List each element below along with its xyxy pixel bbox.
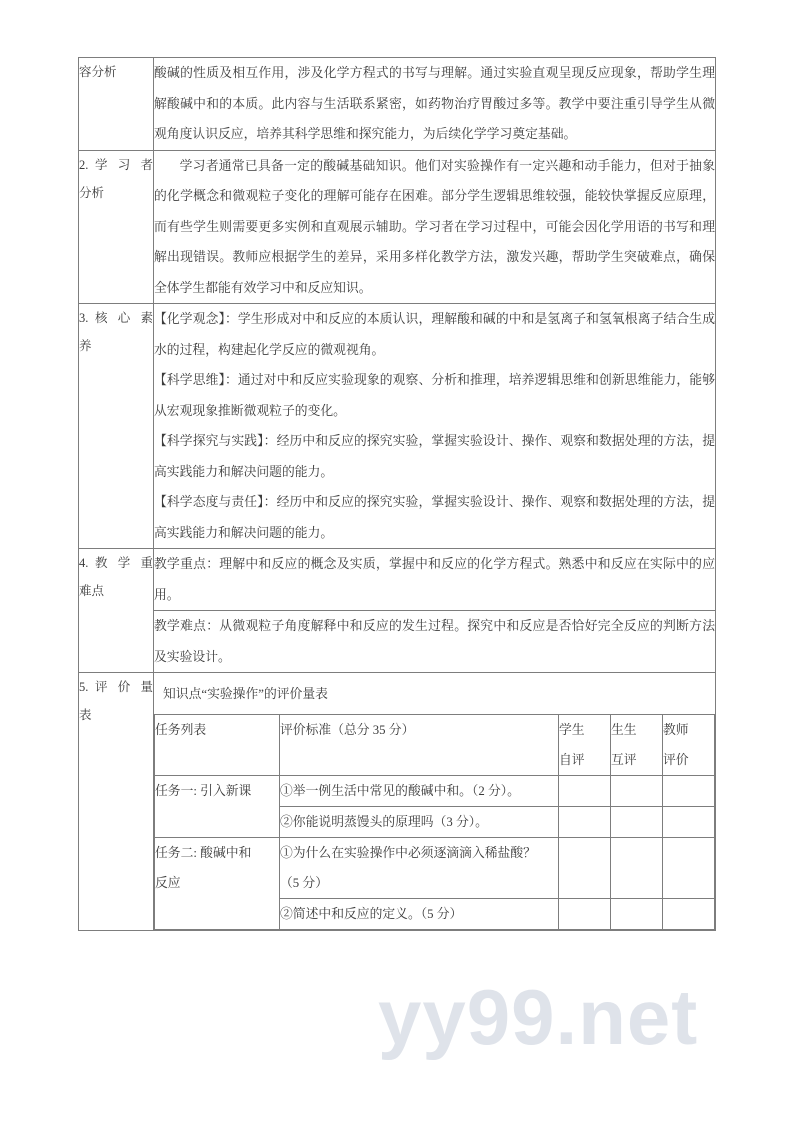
row-label-text-line2: 养	[79, 339, 92, 353]
header-label-line1: 生生	[611, 723, 637, 737]
rubric-row	[155, 838, 715, 899]
header-label-line1: 学生	[559, 723, 585, 737]
rubric-header-student-self	[559, 715, 611, 776]
paragraph: 学习者通常已具备一定的酸碱基础知识。他们对实验操作有一定兴趣和动手能力，但对于抽象的化学概念和微观粒子变化的理解可能存在困难。部分学生逻辑思维较强，能较快掌握反应原理，而有些学生则需要更多实例和直观展示辅助。学习者在学习过程中，可能会因化学用语的书写和理解出现错误。教师应根据学生的差异，采用多样化教学方法，激发兴趣，帮助学生突破难点，确保全体学生都能有效学习中和反应知识。	[154, 158, 715, 295]
row-label-content-analysis	[79, 58, 154, 151]
rubric-score-student-self[interactable]	[559, 899, 611, 930]
row-label-text: 5. 评 价 量	[79, 680, 153, 694]
row-body-core-literacy	[154, 304, 716, 549]
rubric-table	[154, 714, 715, 930]
rubric-header-task-list	[155, 715, 280, 776]
rubric-header-criteria	[280, 715, 559, 776]
rubric-criterion	[280, 776, 559, 807]
task-name-line2: 反应	[155, 876, 181, 890]
criterion-text: ①举一例生活中常见的酸碱中和。（2 分）。	[280, 784, 520, 798]
rubric-header-teacher	[663, 715, 715, 776]
row-body-key-point	[154, 549, 716, 611]
rubric-header-row	[155, 715, 715, 776]
row-body-learner-analysis	[154, 150, 716, 304]
table-row-content-analysis	[79, 58, 716, 151]
rubric-row	[155, 776, 715, 807]
row-label-core-literacy	[79, 304, 154, 549]
rubric-score-peer[interactable]	[611, 807, 663, 838]
rubric-title: 知识点“实验操作”的评价量表	[163, 687, 328, 701]
table-row-rubric	[79, 673, 716, 931]
header-label: 评价标准（总分 35 分）	[280, 723, 415, 737]
row-label-text-line2: 难点	[79, 584, 105, 598]
row-label-rubric	[79, 673, 154, 931]
header-label-line2: 互评	[611, 753, 637, 767]
header-label-line1: 教师	[663, 723, 689, 737]
row-label-learner-analysis	[79, 150, 154, 304]
paragraph: 教学重点：理解中和反应的概念及实质，掌握中和反应的化学方程式。熟悉中和反应在实际中的应用。	[154, 557, 715, 602]
rubric-score-student-self[interactable]	[559, 838, 611, 899]
rubric-score-teacher[interactable]	[663, 838, 715, 899]
table-row-difficult-points	[79, 611, 716, 673]
criterion-text: ①为什么在实验操作中必须逐滴滴入稀盐酸？	[280, 846, 536, 860]
rubric-criterion	[280, 899, 559, 930]
rubric-score-teacher[interactable]	[663, 776, 715, 807]
row-label-text: 容分析	[79, 65, 117, 79]
criterion-text-line2: （5 分）	[280, 876, 328, 890]
paragraph-scientific-thinking: 【科学思维】：通过对中和反应实验现象的观察、分析和推理，培养逻辑思维和创新思维能力，能够从宏观现象推断微观粒子的变化。	[154, 373, 715, 418]
rubric-score-student-self[interactable]	[559, 807, 611, 838]
row-label-text: 4. 教 学 重	[79, 556, 153, 570]
task-name-line1: 任务二: 酸碱中和	[155, 846, 252, 860]
rubric-score-teacher[interactable]	[663, 899, 715, 930]
task-name-line1: 任务一: 引入新课	[155, 784, 252, 798]
row-body-content-analysis	[154, 58, 716, 151]
criterion-text: ②你能说明蒸馒头的原理吗（3 分）。	[280, 815, 488, 829]
rubric-score-student-self[interactable]	[559, 776, 611, 807]
row-label-key-difficult	[79, 549, 154, 673]
criterion-text: ②简述中和反应的定义。（5 分）	[280, 907, 463, 921]
table-row-learner-analysis	[79, 150, 716, 304]
site-watermark: yy99.net	[378, 973, 699, 1061]
paragraph: 教学难点：从微观粒子角度解释中和反应的发生过程。探究中和反应是否恰好完全反应的判断方法及实验设计。	[154, 619, 715, 664]
rubric-header-peer	[611, 715, 663, 776]
rubric-score-teacher[interactable]	[663, 807, 715, 838]
row-label-text: 3. 核 心 素	[79, 311, 153, 325]
table-row-key-points	[79, 549, 716, 611]
lesson-plan-table	[78, 57, 716, 931]
paragraph-attitude-responsibility: 【科学态度与责任】：经历中和反应的探究实验，掌握实验设计、操作、观察和数据处理的方法，提高实践能力和解决问题的能力。	[154, 495, 715, 540]
row-label-text: 2. 学 习 者	[79, 157, 153, 172]
rubric-criterion	[280, 838, 559, 899]
header-label: 任务列表	[155, 723, 207, 737]
table-row-core-literacy	[79, 304, 716, 549]
paragraph: 酸碱的性质及相互作用，涉及化学方程式的书写与理解。通过实验直观呈现反应现象，帮助学生理解酸碱中和的本质。此内容与生活联系紧密，如药物治疗胃酸过多等。教学中要注重引导学生从微观角度认识反应，培养其科学思维和探究能力，为后续化学学习奠定基础。	[154, 66, 715, 141]
rubric-score-peer[interactable]	[611, 899, 663, 930]
paragraph-chemical-concept: 【化学观念】：学生形成对中和反应的本质认识，理解酸和碱的中和是氢离子和氢氧根离子结合生成水的过程，构建起化学反应的微观视角。	[154, 312, 715, 357]
rubric-score-peer[interactable]	[611, 838, 663, 899]
paragraph-inquiry-practice: 【科学探究与实践】：经历中和反应的探究实验，掌握实验设计、操作、观察和数据处理的方法，提高实践能力和解决问题的能力。	[154, 434, 715, 479]
header-label-line2: 评价	[663, 753, 689, 767]
rubric-criterion	[280, 807, 559, 838]
header-label-line2: 自评	[559, 753, 585, 767]
row-label-text-line2: 分析	[79, 185, 105, 200]
rubric-task-name	[155, 838, 280, 930]
rubric-task-name	[155, 776, 280, 838]
rubric-score-peer[interactable]	[611, 776, 663, 807]
row-label-text-line2: 表	[79, 708, 92, 722]
row-body-difficult-point	[154, 611, 716, 673]
row-body-rubric	[154, 673, 716, 931]
